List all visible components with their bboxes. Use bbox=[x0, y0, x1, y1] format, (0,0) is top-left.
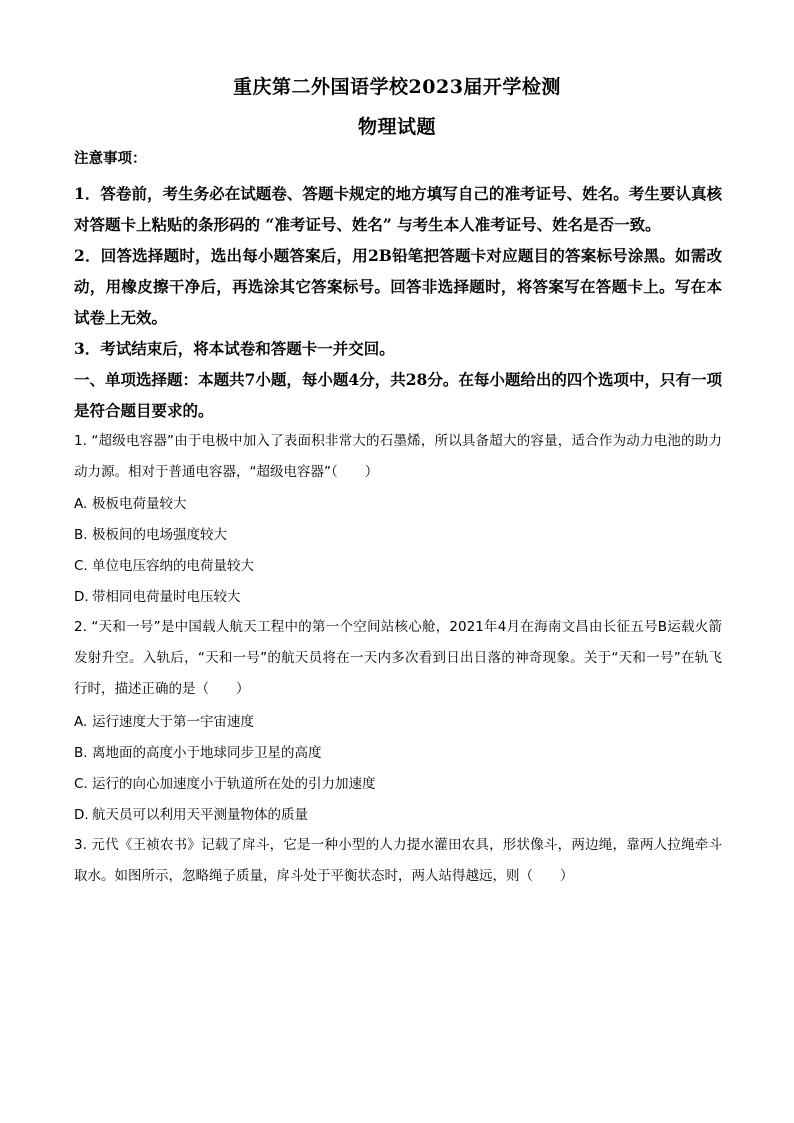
option-text: 航天员可以利用天平测量物体的质量 bbox=[92, 807, 308, 823]
option-letter: C. bbox=[74, 776, 88, 792]
option-text: 单位电压容纳的电荷量较大 bbox=[92, 558, 254, 574]
question-1-option-b bbox=[74, 525, 722, 545]
option-letter: C. bbox=[74, 558, 88, 574]
option-letter: A. bbox=[74, 496, 88, 512]
question-2-option-a bbox=[74, 712, 722, 732]
notice-item-2: 2．回答选择题时，选出每小题答案后，用2B铅笔把答题卡对应题目的答案标号涂黑。如需改动，用橡皮擦干净后，再选涂其它答案标号。回答非选择题时，将答案写在答题卡上。写在本试卷上无效。 bbox=[74, 246, 722, 327]
exam-title: 重庆第二外国语学校2023届开学检测 bbox=[233, 76, 561, 98]
option-letter: B. bbox=[74, 527, 88, 543]
option-text: 极板电荷量较大 bbox=[92, 496, 187, 512]
option-letter: D. bbox=[74, 589, 89, 605]
section-heading: 一、单项选择题：本题共7小题，每小题4分，共28分。在每小题给出的四个选项中，只有一项是符合题目要求的。 bbox=[74, 370, 722, 420]
exam-subject: 物理试题 bbox=[357, 116, 436, 138]
option-text: 运行的向心加速度小于轨道所在处的引力加速度 bbox=[92, 776, 376, 792]
notice-heading: 注意事项： bbox=[74, 150, 147, 167]
option-letter: B. bbox=[74, 745, 88, 761]
option-text: 离地面的高度小于地球同步卫星的高度 bbox=[92, 745, 322, 761]
question-2-option-c bbox=[74, 774, 722, 794]
notice-item-1: 1．答卷前，考生务必在试题卷、答题卡规定的地方填写自己的准考证号、姓名。考生要认真核对答题卡上粘贴的条形码的 “准考证号、姓名” 与考生本人准考证号、姓名是否一致。 bbox=[74, 184, 722, 234]
option-letter: A. bbox=[74, 714, 88, 730]
option-text: 极板间的电场强度较大 bbox=[92, 527, 227, 543]
option-text: 带相同电荷量时电压较大 bbox=[92, 589, 241, 605]
question-1-stem: 1. “超级电容器”由于电极中加入了表面积非常大的石墨烯，所以具备超大的容量，适合作为动力电池的助力动力源。相对于普通电容器，“超级电容器”（ ） bbox=[74, 433, 722, 480]
option-text: 运行速度大于第一宇宙速度 bbox=[92, 714, 254, 730]
question-2-option-b bbox=[74, 743, 722, 763]
option-letter: D. bbox=[74, 807, 89, 823]
question-2-stem: 2. “天和一号”是中国载人航天工程中的第一个空间站核心舱，2021年4月在海南文昌由长征五号B运载火箭发射升空。入轨后，“天和一号”的航天员将在一天内多次看到日出日落的神奇现象。关于“天和一号”在轨飞行时，描述正确的是（ ） bbox=[74, 619, 722, 697]
notice-item-3: 3．考试结束后，将本试卷和答题卡一并交回。 bbox=[74, 339, 395, 358]
question-2-option-d bbox=[74, 805, 722, 825]
question-3-stem: 3. 元代《王祯农书》记载了戽斗，它是一种小型的人力提水灌田农具，形状像斗，两边绳，靠两人拉绳牵斗取水。如图所示，忽略绳子质量，戽斗处于平衡状态时，两人站得越远，则（ ） bbox=[74, 837, 722, 884]
question-1-option-c bbox=[74, 556, 722, 576]
question-1-option-a bbox=[74, 494, 722, 514]
question-1-option-d bbox=[74, 587, 722, 607]
